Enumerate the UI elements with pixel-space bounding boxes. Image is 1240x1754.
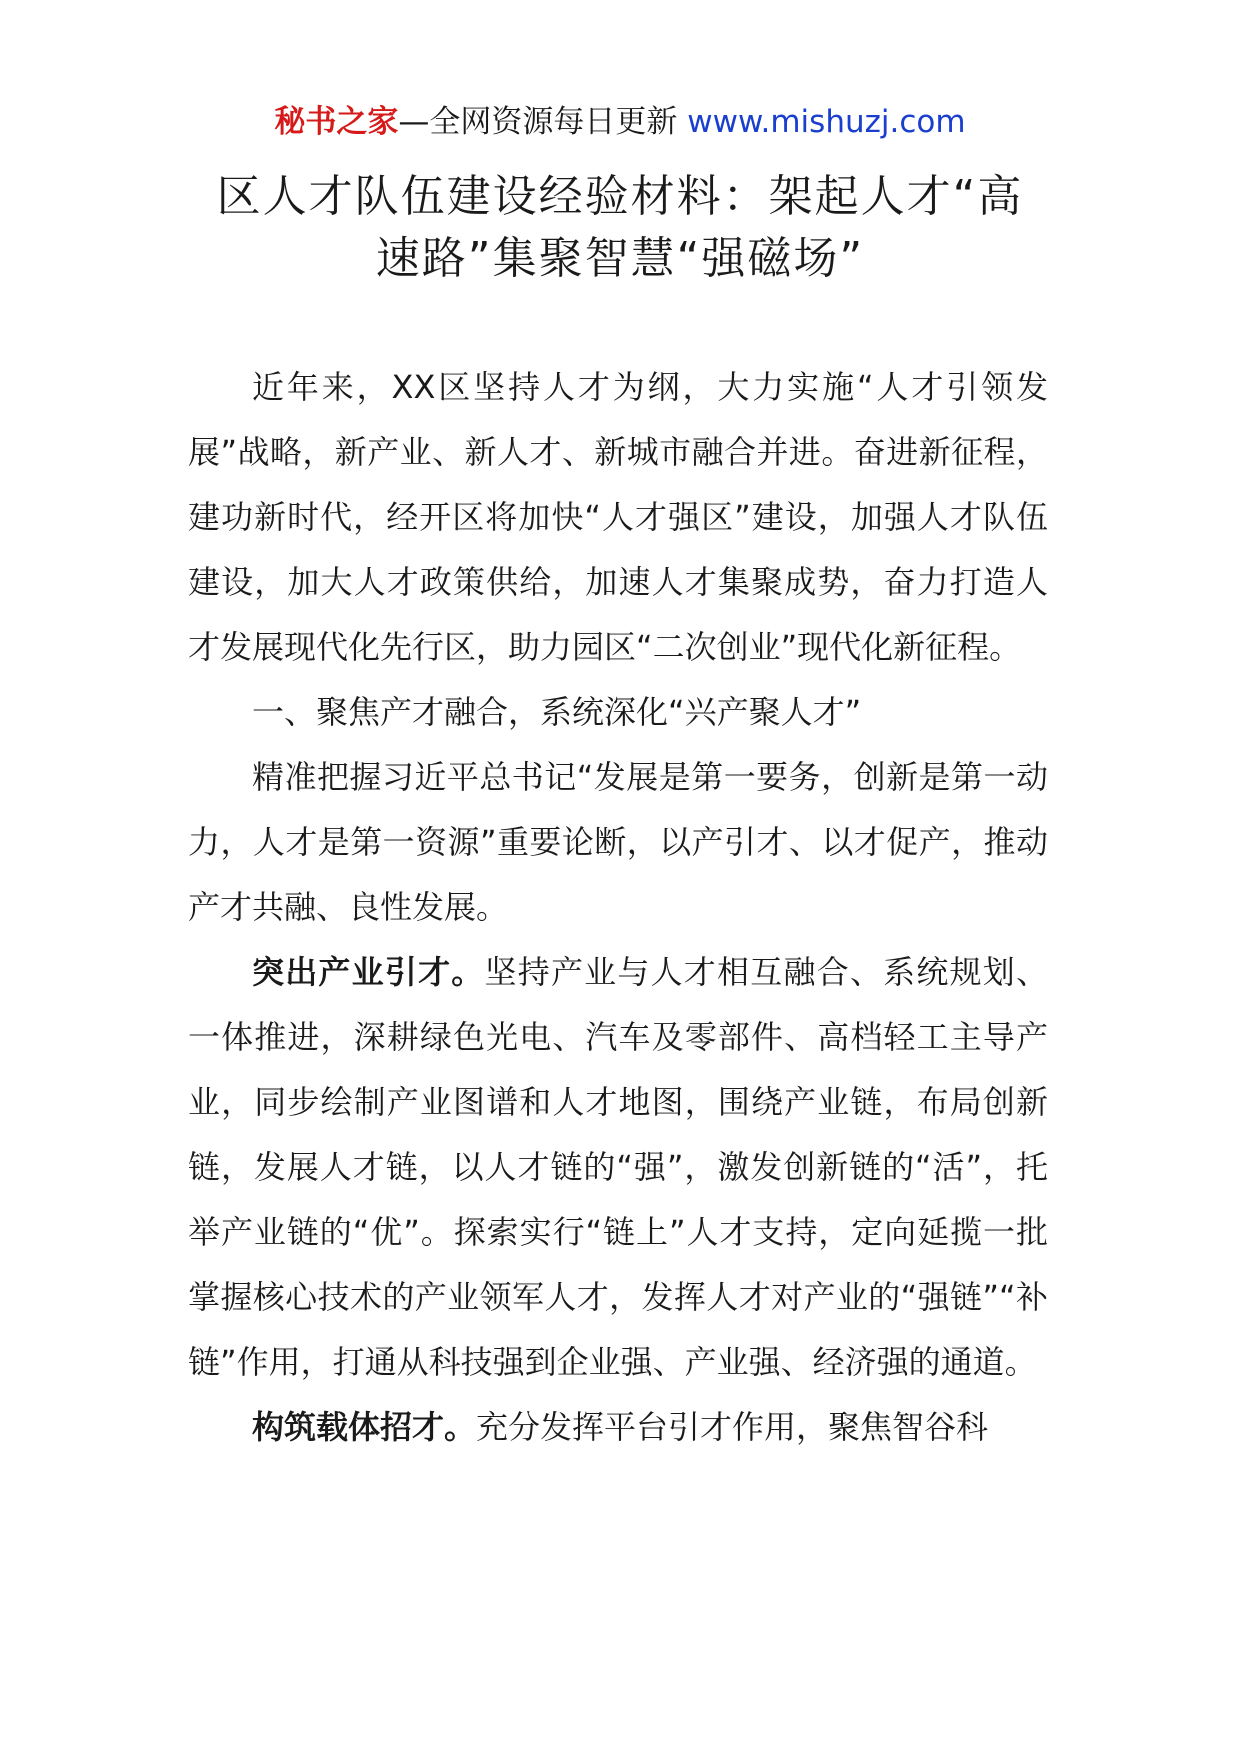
site-header — [0, 100, 1240, 144]
section-heading-1: 一、聚焦产才融合，系统深化“兴产聚人才” — [252, 693, 862, 731]
paragraph-industry-talent — [188, 940, 1048, 1395]
site-url-link[interactable]: www.mishuzj.com — [687, 104, 966, 140]
paragraph-text-industry: 坚持产业与人才相互融合、系统规划、一体推进，深耕绿色光电、汽车及零部件、高档轻工主导产业，同步绘制产业图谱和人才地图，围绕产业链，布局创新链，发展人才链，以人才链的“强”，激发创新链的“活”，托举产业链的“优”。探索实行“链上”人才支持，定向延揽一批掌握核心技术的产业领军人才，发挥人才对产业的“强链”“补链”作用，打通从科技强到企业强、产业强、经济强的通道。 — [188, 953, 1048, 1381]
title-line-2: 速路”集聚智慧“强磁场” — [375, 233, 865, 284]
title-line-1: 区人才队伍建设经验材料：架起人才“高 — [216, 171, 1024, 222]
brand-name: 秘书之家 — [274, 104, 399, 140]
paragraph-intro: 近年来，XX区坚持人才为纲，大力实施“人才引领发展”战略，新产业、新人才、新城市融合并进。奋进新征程，建功新时代，经开区将加快“人才强区”建设，加强人才队伍建设，加大人才政策供给，加速人才集聚成势，奋力打造人才发展现代化先行区，助力园区“二次创业”现代化新征程。 — [188, 368, 1048, 666]
document-title — [150, 166, 1090, 290]
paragraph-lead-platform: 构筑载体招才。 — [252, 1408, 477, 1446]
paragraph-platform-talent — [188, 1395, 1048, 1460]
paragraph-text-platform: 充分发挥平台引才作用，聚焦智谷科 — [476, 1408, 989, 1446]
document-body — [188, 355, 1048, 1460]
paragraph-section1-intro: 精准把握习近平总书记“发展是第一要务，创新是第一动力，人才是第一资源”重要论断，以产引才、以才促产，推动产才共融、良性发展。 — [188, 758, 1048, 926]
paragraph-lead-industry: 突出产业引才。 — [252, 953, 485, 991]
header-slogan: —全网资源每日更新 — [398, 104, 688, 140]
